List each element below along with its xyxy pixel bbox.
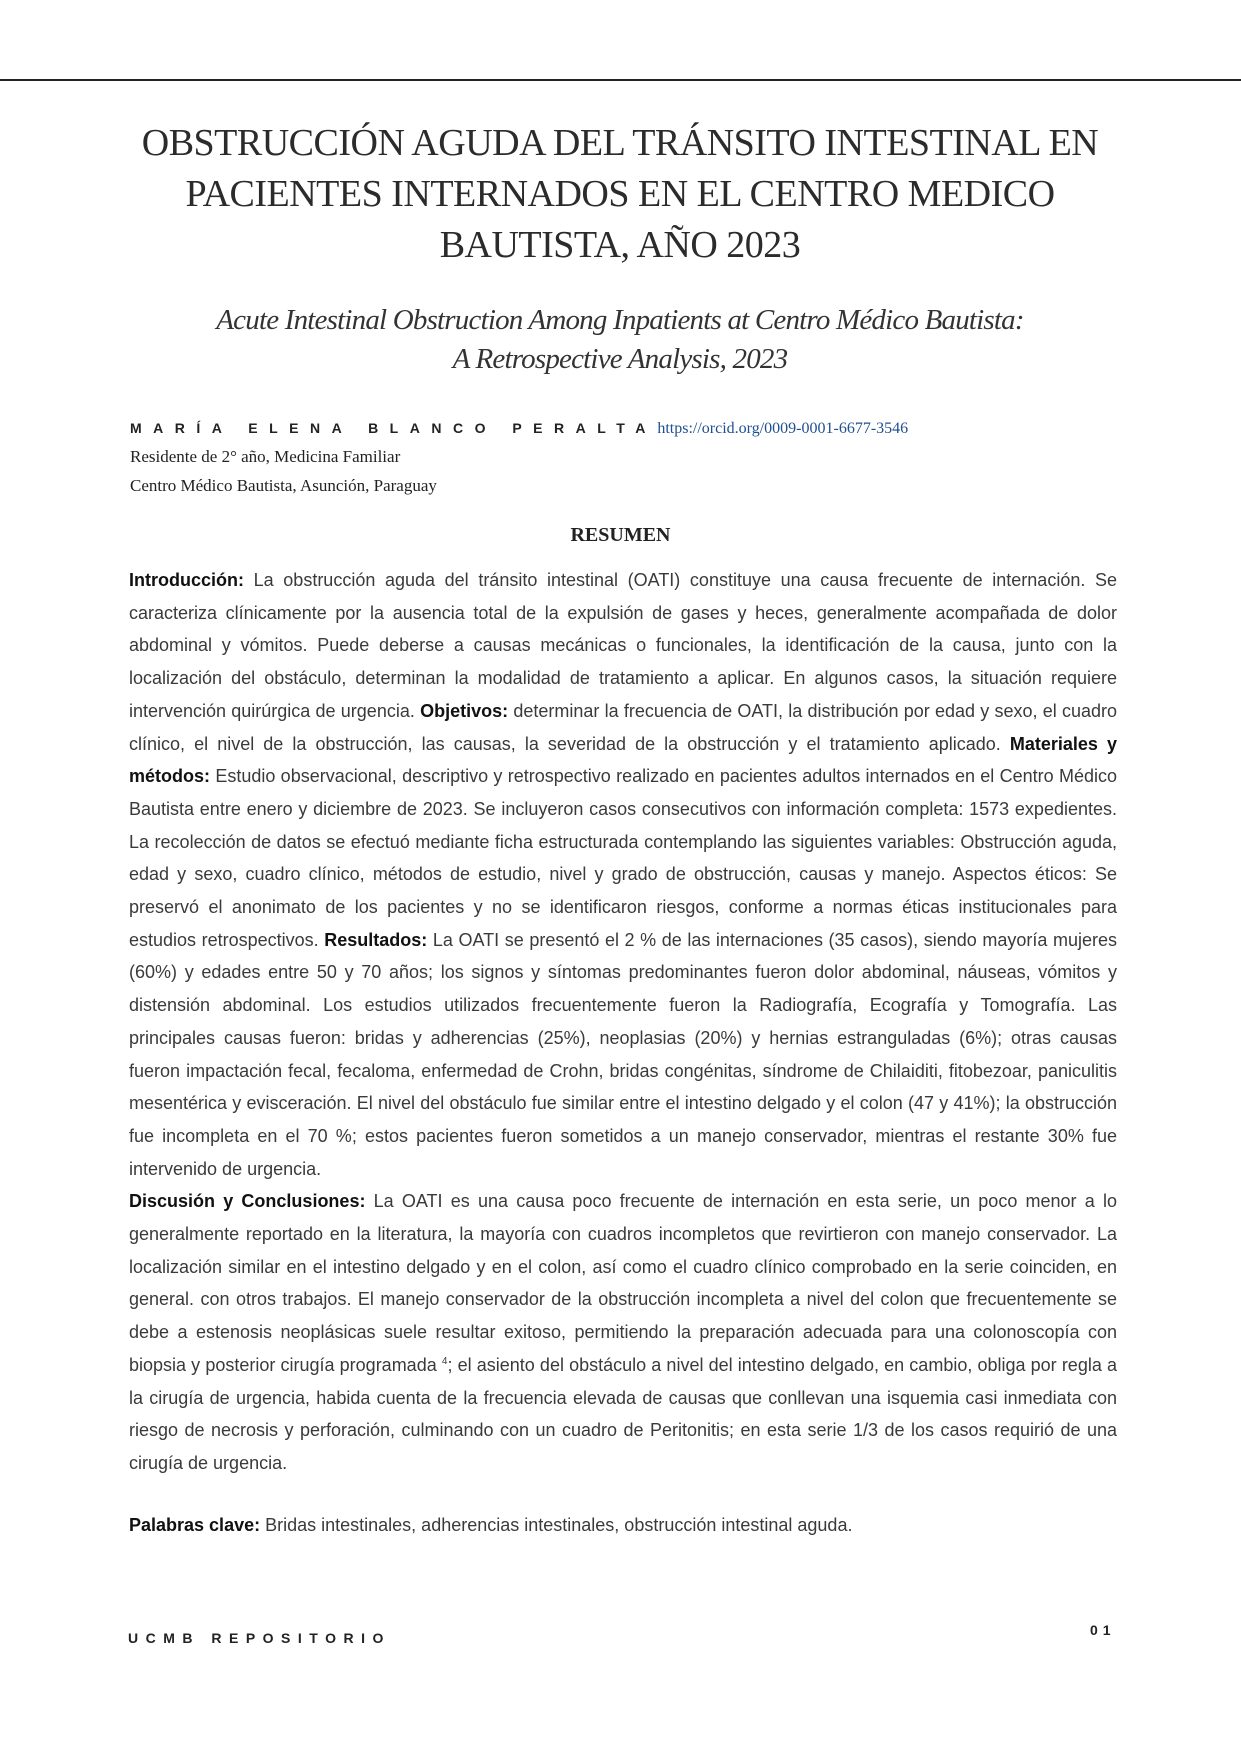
intro-text: La obstrucción aguda del tránsito intestinal (OATI) constituye una causa frecuente de internación. Se caracteriza clínicamente por la ausencia total de la expulsión de gases y heces, generalmente acompañada de dolor abdominal y vómitos. Puede deberse a causas mecánicas o funcionales, la identificación de la causa, junto con la localización del obstáculo, determinan la modalidad de tratamiento a aplicar. En algunos casos, la situación requiere intervención quirúrgica de urgencia. [129, 570, 1117, 721]
methods-label: Materiales y métodos: [129, 733, 1118, 787]
keywords-label: Palabras clave: [129, 1515, 261, 1535]
top-rule [0, 79, 1241, 81]
objectives-label: Objetivos: [420, 700, 509, 721]
discussion-reference: 4 [441, 1355, 448, 1367]
intro-label: Introducción: [129, 570, 244, 590]
author-name: MARÍA ELENA BLANCO PERALTA [130, 420, 657, 436]
discussion-label: Discusión y Conclusiones: [129, 1191, 366, 1212]
discussion-text-a: La OATI es una causa poco frecuente de internación en esta serie, un poco menor a lo generalmente reportado en la literatura, la mayoría con cuadros incompletos que revirtieron con manejo conservador. La localización similar en el intestino delgado y en el colon, así como el cuadro clínico comprobado en la serie coinciden, en general. con otros trabajos. El manejo conservador de la obstrucción incompleta a nivel del colon que frecuentemente se debe a estenosis neoplásicas suele resultar exitoso, permitiendo la preparación adecuada para una colonoscopía con biopsia y posterior cirugía programada [129, 1191, 1117, 1375]
discussion-text-b: ; el asiento del obstáculo a nivel del intestino delgado, en cambio, obliga por regla a la cirugía de urgencia, habida cuenta de la frecuencia elevada de causas que conllevan una isquemia casi inmediata con riesgo de necrosis y perforación, culminando con un cuadro de Peritonitis; en esta serie 1/3 de los casos requirió de una cirugía de urgencia. [129, 1354, 1117, 1473]
subtitle-line-1: Acute Intestinal Obstruction Among Inpatients at Centro Médico Bautista: [216, 304, 1024, 336]
author-line [130, 420, 908, 438]
abstract-heading: RESUMEN [570, 524, 671, 546]
objectives-text: determinar la frecuencia de OATI, la distribución por edad y sexo, el cuadro clínico, el nivel de la obstrucción, las causas, la severidad de la obstrucción y el tratamiento aplicado. [129, 700, 1117, 754]
orcid-link[interactable]: https://orcid.org/0009-0001-6677-3546 [657, 420, 909, 437]
page-number: 01 [1090, 1622, 1116, 1638]
author-role: Residente de 2° año, Medicina Familiar [130, 447, 401, 466]
paper-subtitle [120, 301, 1120, 379]
footer-repository: UCMB REPOSITORIO [128, 1630, 391, 1646]
paper-title: OBSTRUCCIÓN AGUDA DEL TRÁNSITO INTESTINAL EN PACIENTES INTERNADOS EN EL CENTRO MEDICO BAUTISTA, AÑO 2023 [141, 122, 1099, 266]
author-institution: Centro Médico Bautista, Asunción, Paraguay [130, 476, 437, 495]
keywords-text: Bridas intestinales, adherencias intestinales, obstrucción intestinal aguda. [265, 1515, 853, 1535]
results-label: Resultados: [324, 929, 428, 950]
abstract-body [129, 564, 1117, 1480]
keywords [129, 1515, 1117, 1536]
subtitle-line-2: A Retrospective Analysis, 2023 [452, 343, 788, 375]
results-text: La OATI se presentó el 2 % de las internaciones (35 casos), siendo mayoría mujeres (60%) y edades entre 50 y 70 años; los signos y síntomas predominantes fueron dolor abdominal, náuseas, vómitos y distensión abdominal. Los estudios utilizados frecuentemente fueron la Radiografía, Ecografía y Tomografía. Las principales causas fueron: bridas y adherencias (25%), neoplasias (20%) y hernias estranguladas (6%); otras causas fueron impactación fecal, fecaloma, enfermedad de Crohn, bridas congénitas, síndrome de Chilaiditi, fitobezoar, paniculitis mesentérica y evisceración. El nivel del obstáculo fue similar entre el intestino delgado y el colon (47 y 41%); la obstrucción fue incompleta en el 70 %; estos pacientes fueron sometidos a un manejo conservador, mientras el restante 30% fue intervenido de urgencia. [129, 929, 1117, 1179]
methods-text: Estudio observacional, descriptivo y retrospectivo realizado en pacientes adultos internados en el Centro Médico Bautista entre enero y diciembre de 2023. Se incluyeron casos consecutivos con información completa: 1573 expedientes. La recolección de datos se efectuó mediante ficha estructurada contemplando las siguientes variables: Obstrucción aguda, edad y sexo, cuadro clínico, métodos de estudio, nivel y grado de obstrucción, causas y manejo. Aspectos éticos: Se preservó el anonimato de los pacientes y no se identificaron riesgos, conforme a normas éticas institucionales para estudios retrospectivos. [129, 766, 1117, 950]
